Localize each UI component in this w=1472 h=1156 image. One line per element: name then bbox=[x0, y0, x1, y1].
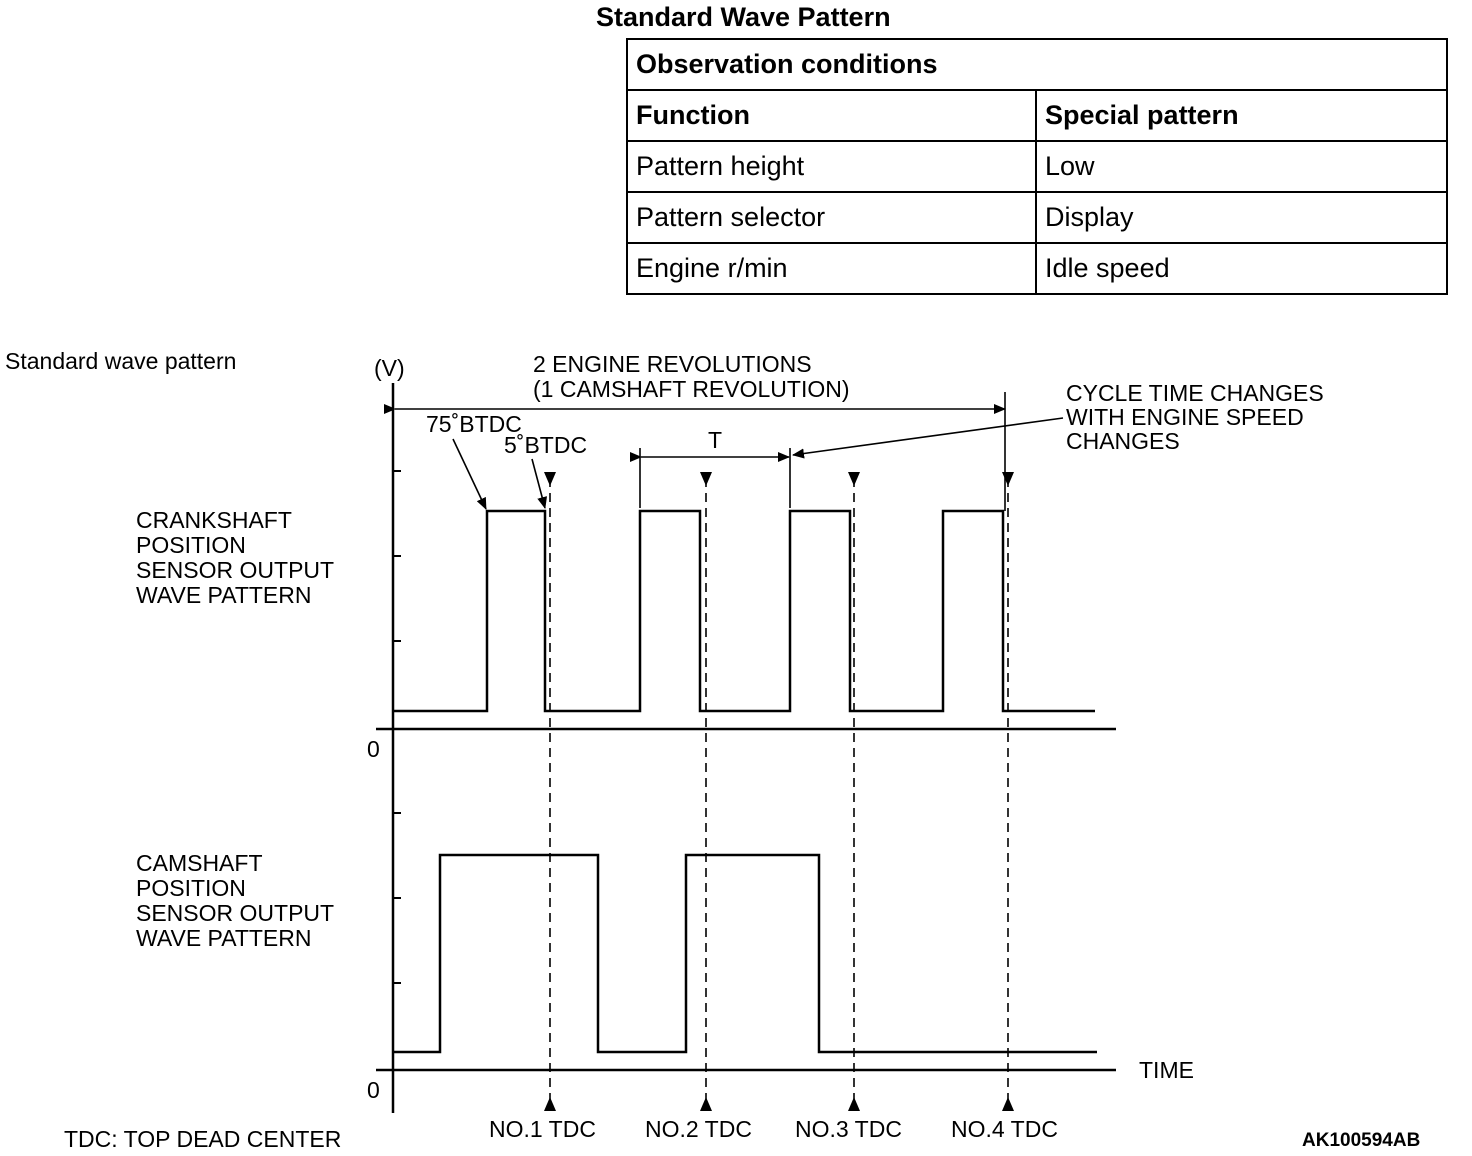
cycle-note-pointer bbox=[793, 418, 1063, 455]
section-label: Standard wave pattern bbox=[5, 348, 237, 374]
tdc-marker-top-4 bbox=[1002, 472, 1014, 486]
zero-label-cam: 0 bbox=[367, 1077, 380, 1103]
crank-label-line4: WAVE PATTERN bbox=[136, 582, 312, 608]
revolutions-label-line1: 2 ENGINE REVOLUTIONS bbox=[533, 351, 812, 377]
crank-label-line3: SENSOR OUTPUT bbox=[136, 557, 335, 583]
footnote: TDC: TOP DEAD CENTER bbox=[64, 1126, 342, 1152]
cam-label-line4: WAVE PATTERN bbox=[136, 925, 312, 951]
cycle-note-line2: WITH ENGINE SPEED bbox=[1066, 404, 1304, 430]
tdc-marker-bottom-3 bbox=[848, 1097, 860, 1111]
tdc-marker-bottom-1 bbox=[544, 1097, 556, 1111]
cam-label-line3: SENSOR OUTPUT bbox=[136, 900, 335, 926]
btdc-5-pointer bbox=[532, 459, 545, 508]
tdc-marker-top-3 bbox=[848, 472, 860, 486]
y-unit-label: (V) bbox=[374, 355, 405, 381]
figure-code: AK100594AB bbox=[1302, 1130, 1421, 1151]
table-cell: Engine r/min bbox=[627, 243, 1036, 294]
tdc-label-4: NO.4 TDC bbox=[951, 1116, 1058, 1142]
tdc-marker-top-2 bbox=[700, 472, 712, 486]
crank-label-line1: CRANKSHAFT bbox=[136, 507, 292, 533]
btdc-75-pointer bbox=[453, 439, 486, 509]
zero-label-crank: 0 bbox=[367, 736, 380, 762]
annotations bbox=[395, 392, 1063, 511]
table-cell: Display bbox=[1036, 192, 1447, 243]
tdc-label-3: NO.3 TDC bbox=[795, 1116, 902, 1142]
header-function: Function bbox=[627, 90, 1036, 141]
table-cell: Low bbox=[1036, 141, 1447, 192]
revolutions-label-line2: (1 CAMSHAFT REVOLUTION) bbox=[533, 376, 850, 402]
cycle-note-line1: CYCLE TIME CHANGES bbox=[1066, 380, 1324, 406]
header-special-pattern: Special pattern bbox=[1036, 90, 1447, 141]
cycle-note-line3: CHANGES bbox=[1066, 428, 1180, 454]
crank-waveform bbox=[393, 511, 1095, 711]
tdc-guides bbox=[550, 478, 1008, 1102]
tdc-marker-bottom-2 bbox=[700, 1097, 712, 1111]
table-cell: Pattern height bbox=[627, 141, 1036, 192]
page-title: Standard Wave Pattern bbox=[596, 2, 891, 32]
cam-label-line2: POSITION bbox=[136, 875, 246, 901]
crank-label-line2: POSITION bbox=[136, 532, 246, 558]
tdc-label-2: NO.2 TDC bbox=[645, 1116, 752, 1142]
tdc-label-1: NO.1 TDC bbox=[489, 1116, 596, 1142]
table-caption: Observation conditions bbox=[627, 39, 1447, 90]
btdc-5-label: 5˚BTDC bbox=[504, 432, 588, 458]
table-cell: Pattern selector bbox=[627, 192, 1036, 243]
time-axis-label: TIME bbox=[1139, 1057, 1194, 1083]
btdc-75-label: 75˚BTDC bbox=[426, 411, 522, 437]
table-cell: Idle speed bbox=[1036, 243, 1447, 294]
tdc-marker-bottom-4 bbox=[1002, 1097, 1014, 1111]
tdc-marker-top-1 bbox=[544, 472, 556, 486]
cam-label-line1: CAMSHAFT bbox=[136, 850, 263, 876]
period-label: T bbox=[708, 427, 723, 453]
cam-waveform bbox=[393, 855, 1097, 1052]
